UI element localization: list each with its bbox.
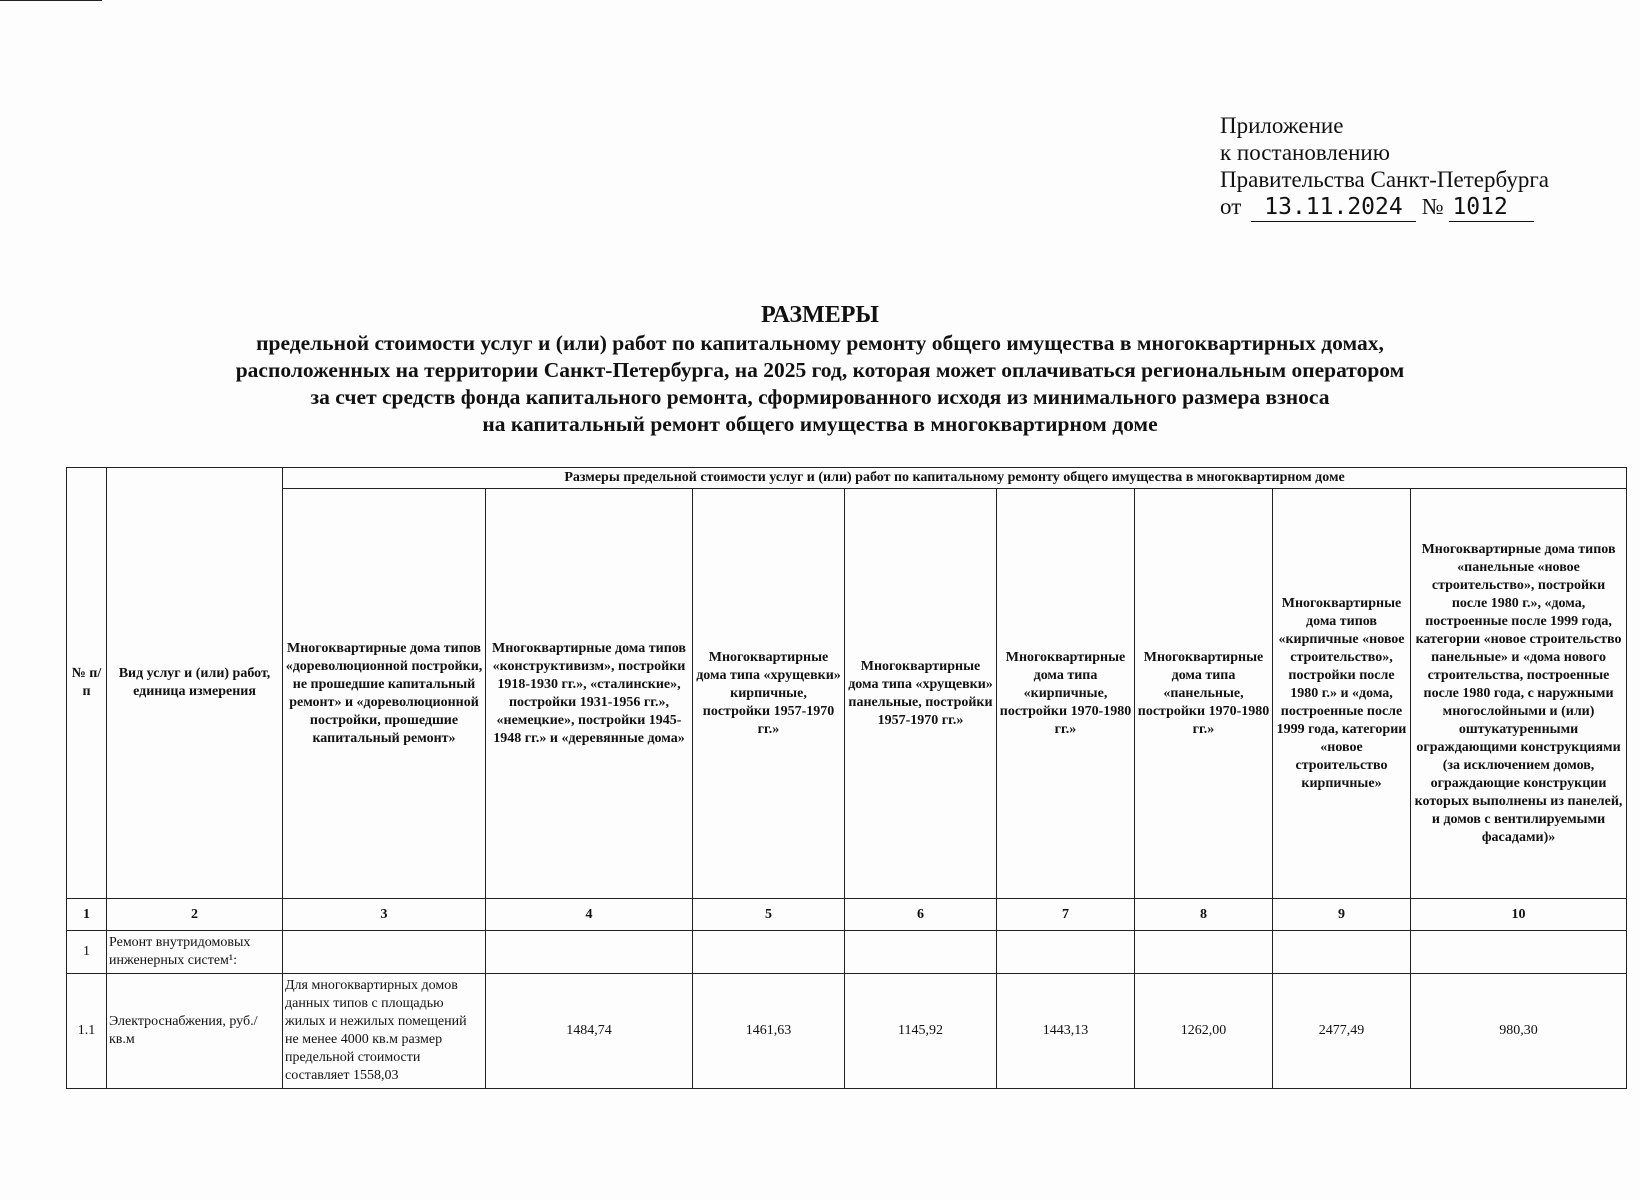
scan-artifact-line — [0, 0, 102, 1]
row-value: 1461,63 — [693, 974, 845, 1089]
col-number-9: 9 — [1273, 899, 1411, 931]
title-line-4: на капитальный ремонт общего имущества в многоквартирном доме — [482, 412, 1158, 436]
header-number: № п/п — [67, 468, 107, 899]
row-number: 1 — [67, 931, 107, 974]
document-date: 13.11.2024 — [1251, 194, 1416, 222]
header-col-6: Многоквартирные дома типа «хрущевки» панельные, постройки 1957-1970 гг.» — [845, 489, 997, 899]
row-note: Для многоквартирных домов данных типов с площадью жилых и нежилых помещений не менее 4000 кв.м размер предельной стоимости составляет 1558,03 — [283, 974, 486, 1089]
table-row — [67, 931, 1627, 974]
row-value: 1262,00 — [1135, 974, 1273, 1089]
col-number-8: 8 — [1135, 899, 1273, 931]
row-number: 1.1 — [67, 974, 107, 1089]
header-col-7: Многоквартирные дома типа «кирпичные, постройки 1970-1980 гг.» — [997, 489, 1135, 899]
header-col-3: Многоквартирные дома типов «дореволюционной постройки, не прошедшие капитальный ремонт» и «дореволюционной постройки, прошедшие капитальный ремонт» — [283, 489, 486, 899]
col-number-3: 3 — [283, 899, 486, 931]
table-header-row-1 — [67, 468, 1627, 489]
appendix-line-1: Приложение — [1220, 113, 1344, 138]
title-main: РАЗМЕРЫ — [761, 302, 879, 328]
title-line-2: расположенных на территории Санкт-Петербурга, на 2025 год, которая может оплачиваться региональным оператором — [235, 358, 1405, 382]
appendix-header — [1220, 112, 1549, 222]
header-col-10: Многоквартирные дома типов «панельные «новое строительство», постройки после 1980 г.», «дома, построенные после 1999 года, категории «новое строительство панельные» и «дома нового строительства, построенные после 1980 года, с наружными многослойными и (или) оштукатуренными ограждающими конструкциями (за исключением домов, ограждающие конструкции которых выполнены из панелей, и домов с вентилируемыми фасадами)» — [1411, 489, 1627, 899]
col-number-5: 5 — [693, 899, 845, 931]
header-col-5: Многоквартирные дома типа «хрущевки» кирпичные, постройки 1957-1970 гг.» — [693, 489, 845, 899]
row-value: 1484,74 — [486, 974, 693, 1089]
col-number-2: 2 — [107, 899, 283, 931]
row-value — [486, 931, 693, 974]
header-service: Вид услуг и (или) работ, единица измерения — [107, 468, 283, 899]
title-line-1: предельной стоимости услуг и (или) работ по капитальному ремонту общего имущества в многоквартирных домах, — [256, 331, 1384, 355]
column-number-row — [67, 899, 1627, 931]
col-number-7: 7 — [997, 899, 1135, 931]
row-value — [845, 931, 997, 974]
appendix-date-line — [1220, 193, 1549, 222]
header-col-4: Многоквартирные дома типов «конструктивизм», постройки 1918-1930 гг.», «сталинские», постройки 1931-1956 гг.», «немецкие», постройки 1945-1948 гг.» и «деревянные дома» — [486, 489, 693, 899]
title-line-3: за счет средств фонда капитального ремонта, сформированного исходя из минимального размера взноса — [310, 385, 1330, 409]
row-value — [1273, 931, 1411, 974]
table-row — [67, 974, 1627, 1089]
row-service: Электроснабжения, руб./кв.м — [107, 974, 283, 1089]
document-number: 1012 — [1449, 194, 1534, 222]
appendix-line-2: к постановлению — [1220, 140, 1390, 165]
row-value — [997, 931, 1135, 974]
row-value — [1135, 931, 1273, 974]
col-number-4: 4 — [486, 899, 693, 931]
col-number-10: 10 — [1411, 899, 1627, 931]
row-value: 2477,49 — [1273, 974, 1411, 1089]
row-value — [283, 931, 486, 974]
row-value — [1411, 931, 1627, 974]
row-value: 980,30 — [1411, 974, 1627, 1089]
document-title — [0, 300, 1640, 438]
table-header-row-2 — [67, 489, 1627, 899]
number-prefix: № — [1421, 194, 1444, 219]
row-service: Ремонт внутридомовых инженерных систем¹: — [107, 931, 283, 974]
cost-table — [66, 467, 1627, 1089]
header-group: Размеры предельной стоимости услуг и (или) работ по капитальному ремонту общего имущества в многоквартирном доме — [283, 468, 1627, 489]
col-number-1: 1 — [67, 899, 107, 931]
row-value: 1145,92 — [845, 974, 997, 1089]
date-prefix: от — [1220, 194, 1242, 219]
header-col-9: Многоквартирные дома типов «кирпичные «новое строительство», постройки после 1980 г.» и «дома, построенные после 1999 года, категории «новое строительство кирпичные» — [1273, 489, 1411, 899]
row-value — [693, 931, 845, 974]
appendix-line-3: Правительства Санкт-Петербурга — [1220, 167, 1549, 192]
row-value: 1443,13 — [997, 974, 1135, 1089]
header-col-8: Многоквартирные дома типа «панельные, постройки 1970-1980 гг.» — [1135, 489, 1273, 899]
col-number-6: 6 — [845, 899, 997, 931]
